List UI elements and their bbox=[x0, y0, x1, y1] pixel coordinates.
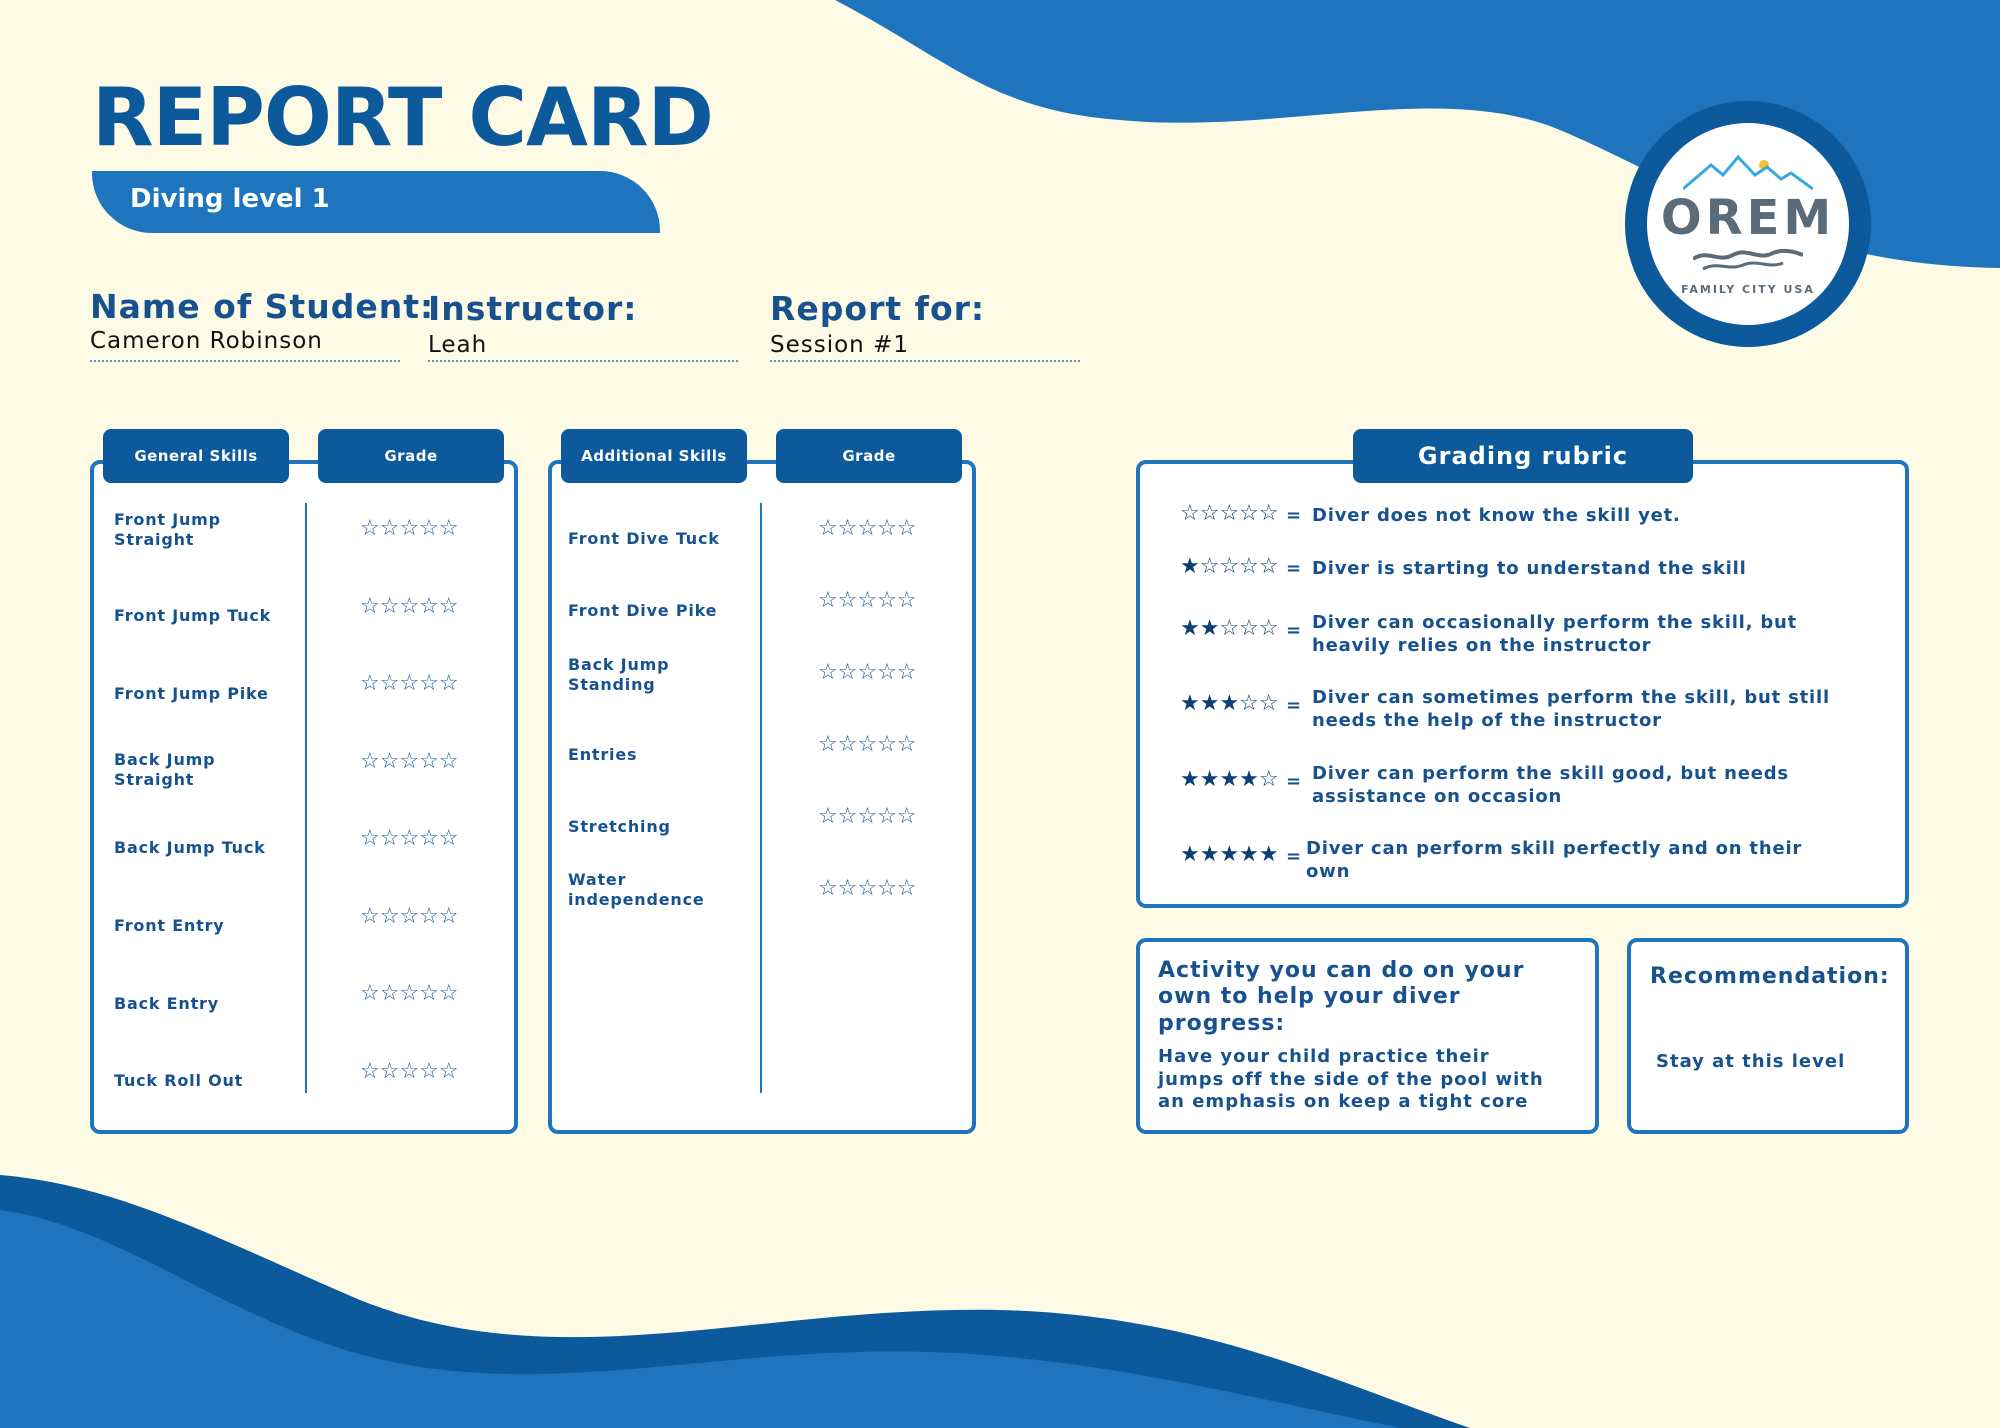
rubric-equals: = bbox=[1286, 771, 1302, 792]
skill-name: Stretching bbox=[568, 817, 671, 836]
additional-skills-panel bbox=[548, 460, 976, 1134]
grade-stars: ☆☆☆☆☆ bbox=[818, 804, 917, 829]
report-for-value: Session #1 bbox=[770, 332, 909, 358]
general-grade-header: Grade bbox=[318, 429, 504, 483]
rubric-stars: ★★☆☆☆ bbox=[1180, 616, 1279, 641]
grade-stars: ☆☆☆☆☆ bbox=[360, 903, 459, 929]
grade-stars: ☆☆☆☆☆ bbox=[360, 516, 459, 541]
activity-body: Have your child practice their jumps off the side of the pool with an emphasis on keep a tight core bbox=[1158, 1046, 1544, 1112]
skill-name: Front Entry bbox=[114, 916, 225, 935]
grade-stars: ☆☆☆☆☆ bbox=[360, 826, 459, 851]
report-for-underline bbox=[770, 360, 1080, 362]
skill-name: Back Jump Tuck bbox=[114, 838, 266, 857]
report-for-label: Report for: bbox=[770, 289, 986, 328]
grade-stars: ☆☆☆☆☆ bbox=[818, 876, 917, 901]
rubric-description: Diver can perform the skill good, but needs assistance on occasion bbox=[1312, 763, 1789, 807]
water-wave-icon bbox=[1693, 247, 1803, 273]
rubric-equals: = bbox=[1286, 695, 1302, 716]
skill-name: Front Jump Tuck bbox=[114, 606, 272, 625]
grade-stars: ☆☆☆☆☆ bbox=[818, 660, 917, 685]
rubric-description: Diver is starting to understand the skill bbox=[1312, 558, 1747, 579]
rubric-description: Diver does not know the skill yet. bbox=[1312, 505, 1681, 526]
rubric-description: Diver can perform skill perfectly and on their own bbox=[1306, 838, 1803, 882]
student-label: Name of Student: bbox=[90, 287, 435, 326]
skill-name: Tuck Roll Out bbox=[114, 1071, 244, 1090]
activity-heading: Activity you can do on your own to help your diver progress: bbox=[1158, 958, 1525, 1036]
logo-word: OREM bbox=[1660, 190, 1836, 246]
grade-stars: ☆☆☆☆☆ bbox=[360, 671, 459, 696]
recommendation-heading: Recommendation: bbox=[1650, 964, 1890, 989]
additional-divider bbox=[760, 503, 762, 1093]
orem-logo bbox=[1625, 101, 1871, 347]
instructor-underline bbox=[428, 360, 738, 362]
rubric-stars: ★☆☆☆☆ bbox=[1180, 554, 1279, 579]
logo-tagline: FAMILY CITY USA bbox=[1681, 283, 1815, 296]
skill-name: Front Dive Pike bbox=[568, 601, 718, 620]
rubric-stars: ☆☆☆☆☆ bbox=[1180, 501, 1279, 526]
mountain-sun-icon bbox=[1683, 153, 1813, 193]
rubric-equals: = bbox=[1286, 620, 1302, 641]
skill-name: Front Jump Straight bbox=[114, 510, 221, 549]
skill-name: Entries bbox=[568, 745, 638, 764]
grade-stars: ☆☆☆☆☆ bbox=[360, 1058, 459, 1084]
general-divider bbox=[305, 503, 307, 1093]
skill-name: Front Dive Tuck bbox=[568, 529, 720, 548]
grade-stars: ☆☆☆☆☆ bbox=[360, 593, 459, 619]
grade-stars: ☆☆☆☆☆ bbox=[818, 588, 917, 613]
grade-stars: ☆☆☆☆☆ bbox=[360, 981, 459, 1006]
rubric-stars: ★★★★☆ bbox=[1180, 767, 1279, 792]
rubric-description: Diver can sometimes perform the skill, but still needs the help of the instructor bbox=[1312, 687, 1830, 731]
report-title: REPORT CARD bbox=[92, 71, 713, 164]
general-skills-panel bbox=[90, 460, 518, 1134]
rubric-stars: ★★★★★ bbox=[1180, 842, 1279, 867]
additional-grade-header: Grade bbox=[776, 429, 962, 483]
rubric-equals: = bbox=[1286, 558, 1302, 579]
grade-stars: ☆☆☆☆☆ bbox=[818, 516, 917, 541]
level-label: Diving level 1 bbox=[130, 184, 330, 214]
skill-name: Back Jump Straight bbox=[114, 750, 216, 789]
skill-name: Back Entry bbox=[114, 994, 219, 1013]
grade-stars: ☆☆☆☆☆ bbox=[360, 748, 459, 774]
grade-stars: ☆☆☆☆☆ bbox=[818, 732, 917, 757]
grading-rubric-title: Grading rubric bbox=[1353, 429, 1693, 483]
student-underline bbox=[90, 360, 400, 362]
instructor-label: Instructor: bbox=[428, 289, 638, 328]
rubric-description: Diver can occasionally perform the skill, but heavily relies on the instructor bbox=[1312, 612, 1798, 656]
recommendation-body: Stay at this level bbox=[1656, 1051, 1846, 1072]
skill-name: Back Jump Standing bbox=[568, 655, 670, 694]
rubric-equals: = bbox=[1286, 505, 1302, 526]
additional-skills-header: Additional Skills bbox=[561, 429, 747, 483]
rubric-equals: = bbox=[1286, 846, 1302, 867]
instructor-value: Leah bbox=[428, 332, 488, 358]
level-banner bbox=[92, 171, 660, 233]
skill-name: Front Jump Pike bbox=[114, 684, 269, 703]
general-skills-header: General Skills bbox=[103, 429, 289, 483]
student-value: Cameron Robinson bbox=[90, 328, 323, 354]
rubric-stars: ★★★☆☆ bbox=[1180, 691, 1279, 716]
skill-name: Water independence bbox=[568, 870, 705, 909]
